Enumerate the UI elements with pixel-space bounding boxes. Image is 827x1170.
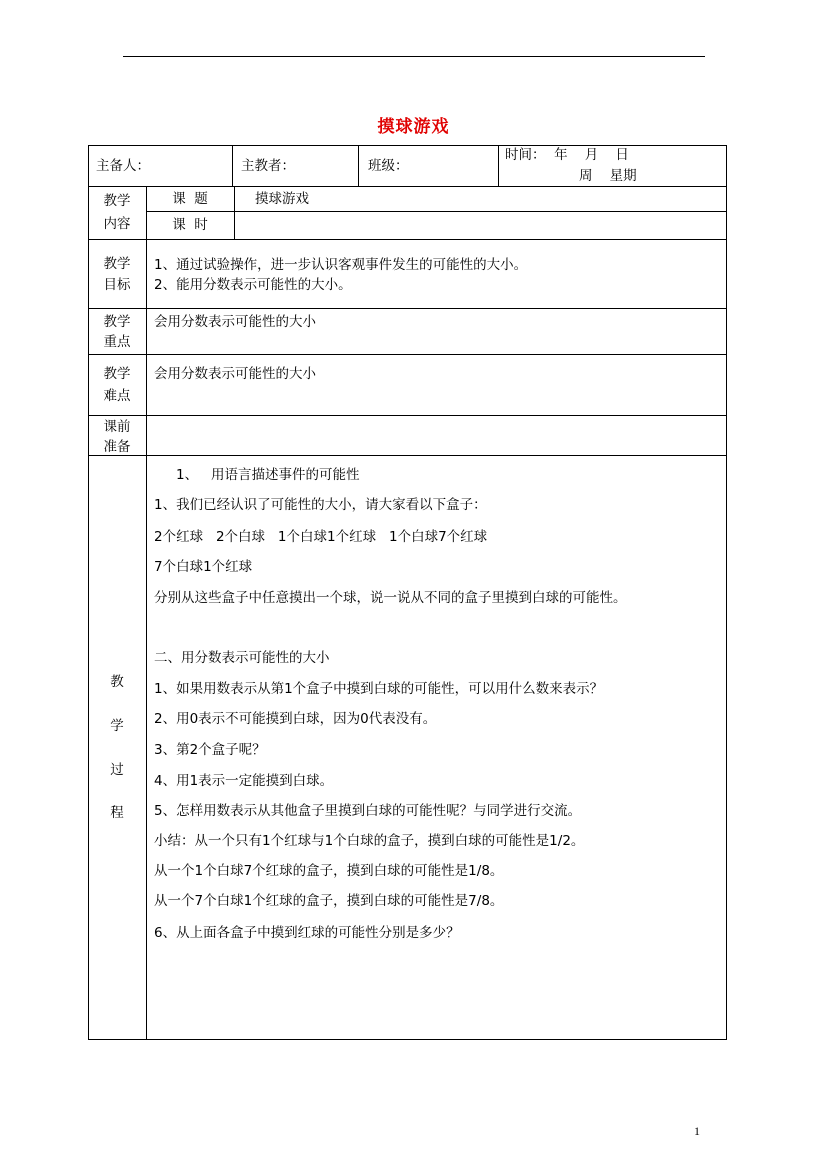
period-label: 课 时 <box>172 217 208 233</box>
difficulties-text: 会用分数表示可能性的大小 <box>154 366 316 382</box>
process-line: 2、用0表示不可能摸到白球，因为0代表没有。 <box>154 711 437 727</box>
process-line: 1、 用语言描述事件的可能性 <box>176 467 360 483</box>
process-label-char-4: 程 <box>110 805 124 821</box>
process-line: 6、从上面各盒子中摸到红球的可能性分别是多少？ <box>154 925 460 941</box>
process-line: 2个红球 2个白球 1个白球1个红球 1个白球7个红球 <box>154 529 488 545</box>
key-points-label-1: 教学 <box>103 314 131 330</box>
goal-item-2: 2、能用分数表示可能性的大小。 <box>154 277 352 293</box>
content-label-1: 教学 <box>103 193 131 209</box>
time-label: 时间： 年 月 日 <box>505 147 629 163</box>
class-label: 班级： <box>368 158 409 174</box>
topic-value: 摸球游戏 <box>255 191 309 207</box>
difficulties-label-1: 教学 <box>103 366 131 382</box>
process-label-char-3: 过 <box>110 762 124 778</box>
process-line: 7个白球1个红球 <box>154 559 253 575</box>
process-line: 从一个7个白球1个红球的盒子，摸到白球的可能性是7/8。 <box>154 893 504 909</box>
document-title: 摸球游戏 <box>377 117 450 137</box>
process-line: 从一个1个白球7个红球的盒子，摸到白球的可能性是1/8。 <box>154 863 504 879</box>
difficulties-label-2: 难点 <box>103 388 131 404</box>
goals-label-1: 教学 <box>103 256 131 272</box>
weekday-label: 周 星期 <box>579 168 637 184</box>
process-label-char-2: 学 <box>110 718 124 734</box>
process-line: 1、我们已经认识了可能性的大小，请大家看以下盒子： <box>154 497 487 513</box>
page-number: 1 <box>694 1124 700 1138</box>
topic-label: 课 题 <box>172 191 208 207</box>
preparation-label-2: 准备 <box>103 439 131 455</box>
process-line: 小结：从一个只有1个红球与1个白球的盒子，摸到白球的可能性是1/2。 <box>154 833 585 849</box>
goals-label-2: 目标 <box>103 277 131 293</box>
process-line: 1、如果用数表示从第1个盒子中摸到白球的可能性，可以用什么数来表示？ <box>154 681 604 697</box>
teacher-label: 主教者： <box>241 158 295 174</box>
key-points-text: 会用分数表示可能性的大小 <box>154 314 316 330</box>
preparer-label: 主备人： <box>96 158 150 174</box>
process-line: 分别从这些盒子中任意摸出一个球，说一说从不同的盒子里摸到白球的可能性。 <box>154 590 627 606</box>
process-line: 4、用1表示一定能摸到白球。 <box>154 773 334 789</box>
header-rule <box>123 56 705 57</box>
key-points-label-2: 重点 <box>103 334 131 350</box>
process-line: 二、用分数表示可能性的大小 <box>154 650 330 666</box>
goal-item-1: 1、通过试验操作，进一步认识客观事件发生的可能性的大小。 <box>154 257 528 273</box>
process-line: 3、第2个盒子呢？ <box>154 742 266 758</box>
process-label-char-1: 教 <box>110 674 124 690</box>
preparation-label-1: 课前 <box>103 419 131 435</box>
process-line: 5、怎样用数表示从其他盒子里摸到白球的可能性呢？与同学进行交流。 <box>154 803 582 819</box>
content-label-2: 内容 <box>103 216 131 232</box>
